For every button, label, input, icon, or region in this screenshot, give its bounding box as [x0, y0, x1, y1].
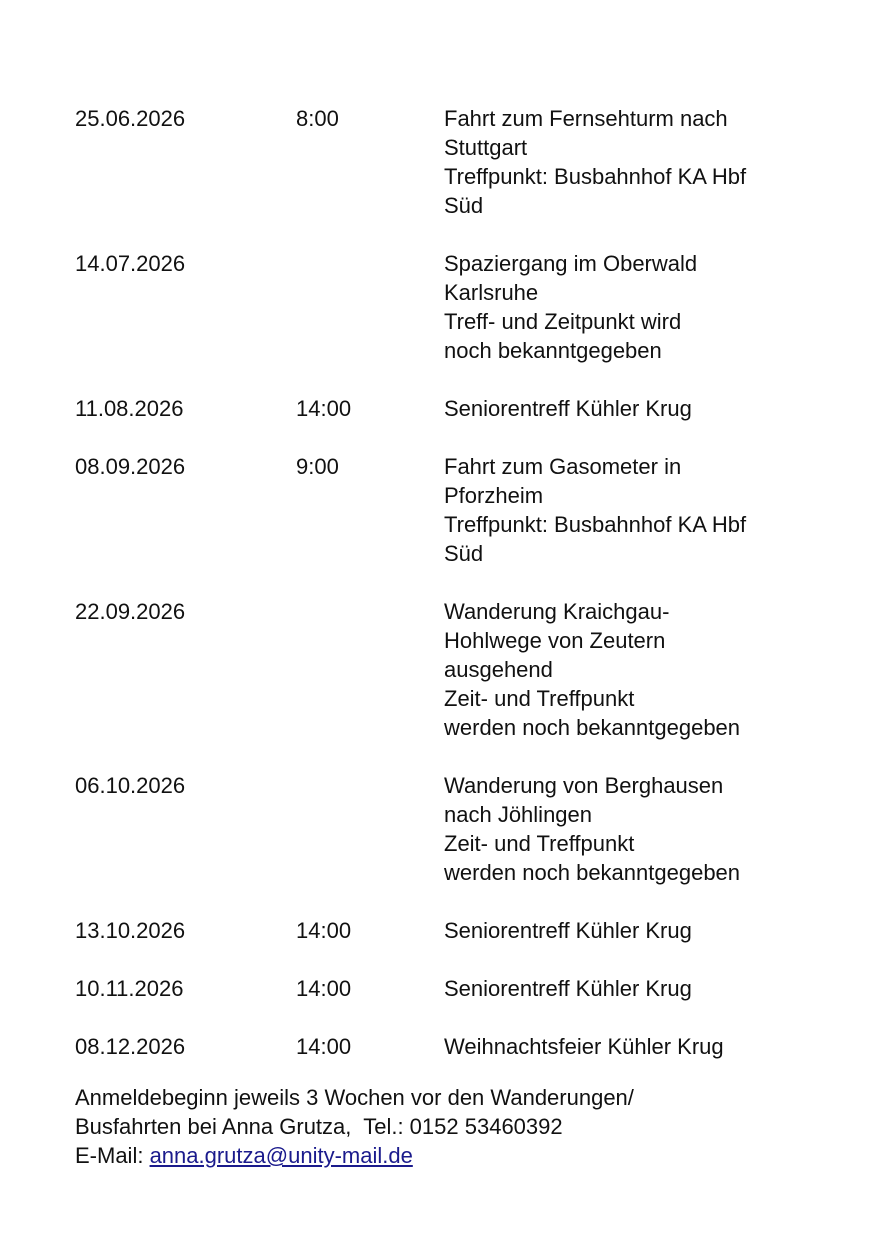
event-date: 06.10.2026: [75, 773, 186, 798]
event-date: 14.07.2026: [75, 251, 186, 276]
event-description: [444, 249, 835, 365]
description-line: ausgehend: [444, 657, 553, 682]
email-line: [75, 1141, 835, 1170]
event-description: [444, 771, 835, 887]
event-description: [444, 394, 835, 423]
event-time: [296, 249, 444, 365]
description-line: Hohlwege von Zeutern: [444, 628, 666, 653]
event-row: [75, 597, 835, 742]
description-line: Zeit- und Treffpunkt: [444, 686, 635, 711]
description-line: Seniorentreff Kühler Krug: [444, 918, 692, 943]
description-line: Süd: [444, 541, 484, 566]
description-line: Zeit- und Treffpunkt: [444, 831, 635, 856]
description-line: Karlsruhe: [444, 280, 539, 305]
description-line: Treffpunkt: Busbahnhof KA Hbf: [444, 164, 747, 189]
email-label: E-Mail:: [75, 1143, 150, 1168]
event-time: 14:00: [296, 1034, 352, 1059]
event-time: [296, 597, 444, 742]
description-line: Treffpunkt: Busbahnhof KA Hbf: [444, 512, 747, 537]
description-line: werden noch bekanntgegeben: [444, 715, 741, 740]
description-line: Fahrt zum Fernsehturm nach: [444, 106, 728, 131]
event-row: [75, 249, 835, 365]
event-description: [444, 104, 835, 220]
event-time: 8:00: [296, 106, 339, 131]
event-date: 13.10.2026: [75, 918, 186, 943]
description-line: Fahrt zum Gasometer in: [444, 454, 682, 479]
event-date: 25.06.2026: [75, 106, 186, 131]
event-description: [444, 1032, 835, 1061]
event-row: [75, 974, 835, 1003]
description-line: Spaziergang im Oberwald: [444, 251, 698, 276]
event-row: [75, 452, 835, 568]
event-row: [75, 916, 835, 945]
event-description: [444, 916, 835, 945]
event-row: [75, 1032, 835, 1061]
description-line: Pforzheim: [444, 483, 544, 508]
event-row: [75, 771, 835, 887]
event-schedule: [75, 104, 835, 1090]
event-time: 14:00: [296, 918, 352, 943]
email-link[interactable]: anna.grutza@unity-mail.de: [149, 1143, 413, 1168]
event-description: [444, 452, 835, 568]
description-line: nach Jöhlingen: [444, 802, 593, 827]
description-line: Treff- und Zeitpunkt wird: [444, 309, 682, 334]
description-line: Weihnachtsfeier Kühler Krug: [444, 1034, 724, 1059]
description-line: Stuttgart: [444, 135, 528, 160]
event-time: 14:00: [296, 396, 352, 421]
description-line: Wanderung Kraichgau-: [444, 599, 670, 624]
event-description: [444, 974, 835, 1003]
event-time: 14:00: [296, 976, 352, 1001]
event-row: [75, 104, 835, 220]
description-line: Seniorentreff Kühler Krug: [444, 976, 692, 1001]
registration-note-line: Anmeldebeginn jeweils 3 Wochen vor den Wanderungen/: [75, 1085, 634, 1110]
event-description: [444, 597, 835, 742]
event-row: [75, 394, 835, 423]
description-line: Süd: [444, 193, 484, 218]
description-line: noch bekanntgegeben: [444, 338, 662, 363]
registration-contact-line: Busfahrten bei Anna Grutza, Tel.: 0152 53460392: [75, 1114, 563, 1139]
event-date: 08.12.2026: [75, 1034, 186, 1059]
event-time: 9:00: [296, 454, 339, 479]
event-date: 11.08.2026: [75, 396, 184, 421]
event-date: 10.11.2026: [75, 976, 184, 1001]
event-date: 08.09.2026: [75, 454, 186, 479]
registration-note: [75, 1083, 835, 1170]
event-time: [296, 771, 444, 887]
description-line: Wanderung von Berghausen: [444, 773, 724, 798]
description-line: werden noch bekanntgegeben: [444, 860, 741, 885]
description-line: Seniorentreff Kühler Krug: [444, 396, 692, 421]
event-date: 22.09.2026: [75, 599, 186, 624]
